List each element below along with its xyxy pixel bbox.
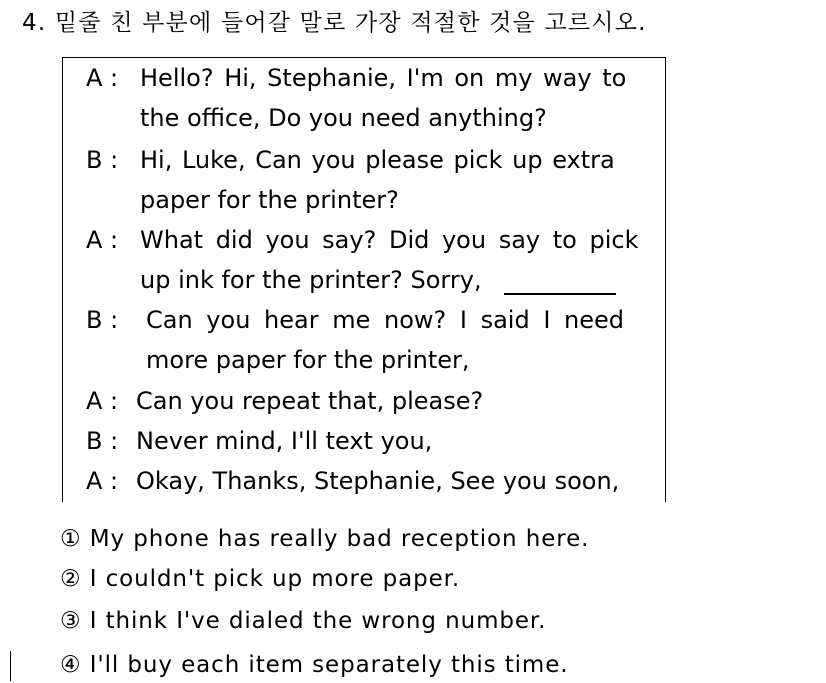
speaker-label: A : (86, 64, 119, 92)
dialogue-line: Can you hear me now? I said I need (146, 306, 625, 334)
question-text: 4. 밑줄 친 부분에 들어갈 말로 가장 적절한 것을 고르시오. (22, 10, 647, 36)
speaker-label: B : (86, 306, 119, 334)
dialogue-line: Hi, Luke, Can you please pick up extra (140, 146, 615, 174)
dialogue-line: Hello? Hi, Stephanie, I'm on my way to (140, 64, 627, 92)
speaker-label: A : (86, 467, 119, 495)
speaker-label: B : (86, 427, 119, 455)
dialogue-line: Can you repeat that, please? (136, 387, 484, 415)
dialogue-line: Okay, Thanks, Stephanie, See you soon, (136, 467, 620, 495)
text-cursor-mark (10, 651, 11, 681)
choice-2: ② I couldn't pick up more paper. (60, 566, 461, 592)
dialogue-line: more paper for the printer, (146, 346, 470, 374)
dialogue-line: paper for the printer? (140, 186, 399, 214)
choice-3: ③ I think I've dialed the wrong number. (60, 608, 547, 634)
dialogue-line: What did you say? Did you say to pick (140, 226, 639, 254)
dialogue-line: the office, Do you need anything? (140, 104, 547, 132)
dialogue-line: Never mind, I'll text you, (136, 427, 433, 455)
speaker-label: A : (86, 387, 119, 415)
answer-blank (504, 293, 616, 295)
speaker-label: B : (86, 146, 119, 174)
choice-4: ④ I'll buy each item separately this time. (60, 652, 569, 678)
speaker-label: A : (86, 226, 119, 254)
dialogue-line: up ink for the printer? Sorry, (140, 266, 482, 294)
choice-1: ① My phone has really bad reception here. (60, 526, 590, 552)
